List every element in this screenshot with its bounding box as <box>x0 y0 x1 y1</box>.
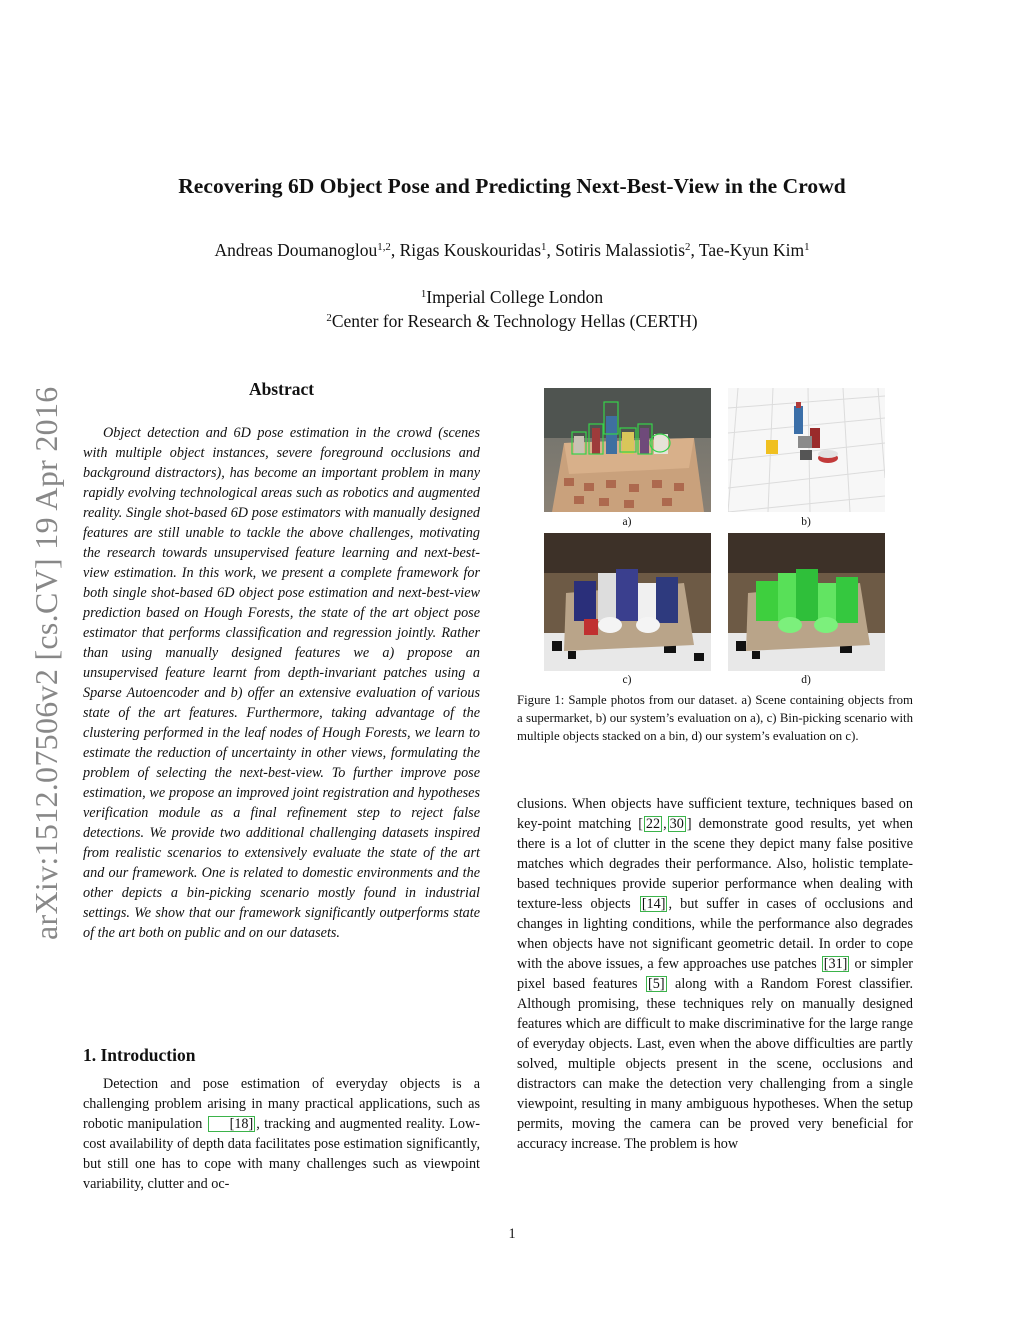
citation-link[interactable]: [31] <box>823 956 848 972</box>
section-heading-introduction: 1. Introduction <box>83 1045 196 1065</box>
introduction-paragraph: Detection and pose estimation of everyday objects is a challenging problem arising in many practical applications, such as robotic manipulation [18] , tracking and augmented reality. Low-cost availability of depth data facilitates pose estimation significantly, but still one has to cope with many challenges such as viewpoint variability, clutter and oc- <box>83 1076 480 1192</box>
figure-image-c <box>544 533 711 671</box>
page-number: 1 <box>508 1226 516 1242</box>
affiliation-2: $^2$Center for Research & Technology Hellas (CERTH) <box>326 311 698 331</box>
figure-label-a: a) <box>622 516 632 528</box>
author-name: Rigas Kouskouridas <box>399 240 542 260</box>
author-name: Sotiris Malassiotis <box>555 240 686 260</box>
citation-link[interactable]: [14] <box>641 896 666 912</box>
arxiv-stamp: arXiv:1512.07506v2 [cs.CV] 19 Apr 2016 <box>28 386 64 940</box>
figure-label-d: d) <box>801 674 811 686</box>
paper-title: Recovering 6D Object Pose and Predicting Next-Best-View in the Crowd <box>178 174 846 198</box>
figure-image-d <box>728 533 885 671</box>
figure-image-a <box>544 388 711 512</box>
figure-caption: Figure 1: Sample photos from our dataset. a) Scene containing objects from a supermarket, b) our system’s evaluation on a), c) Bin-picking scenario with multiple objects stacked on a bin, d) our system’s evaluation on c). <box>517 693 913 743</box>
abstract-heading: Abstract <box>248 379 315 399</box>
figure-label-c: c) <box>622 674 632 686</box>
author-affil-sup: 2 <box>685 241 691 254</box>
author-name: Andreas Doumanoglou <box>214 240 378 260</box>
figure-label-b: b) <box>801 516 811 528</box>
abstract-text: Object detection and 6D pose estimation in the crowd (scenes with multiple object instances, severe foreground occlusions and background distractors), has become an important problem in many rapidly evolving technological areas such as robotics and augmented reality. Single shot-based 6D pose estimators with manually designed features are still unable to tackle the above challenges, motivating the research towards unsupervised feature learning and next-best-view estimation. In this work, we present a complete framework for both single shot-based 6D object pose estimation and next-best-view prediction based on Hough Forests, the state of the art object pose estimator that performs classification and regression jointly. Rather than using manually designed features we a) propose an unsupervised feature learnt from depth-invariant patches using a Sparse Autoencoder and b) offer an extensive evaluation of various state of the art features. Furthermore, taking advantage of the clustering performed in the leaf nodes of Hough Forests, we learn to estimate the reduction of uncertainty in other views, formulating the problem of selecting the next-best-view. To further improve pose estimation, we propose an improved joint registration and hypotheses verification module as a final refinement step to reject false detections. We provide two additional challenging datasets inspired from realistic scenarios to extensively evaluate the state of the art and our framework. One is related to domestic environments and the other depicts a bin-picking scenario mostly found in industrial settings. We show that our framework significantly outperforms state of the art both on public and on our datasets. <box>83 425 480 941</box>
author-name: Tae-Kyun Kim <box>698 240 805 260</box>
affiliation-1: $^1$Imperial College London <box>420 287 604 307</box>
citation-link[interactable]: [18] <box>208 1116 256 1132</box>
figure-image-b <box>728 388 885 512</box>
author-affil-sup: 1,2 <box>377 241 391 254</box>
citation-link[interactable]: 30 <box>669 816 684 832</box>
right-column-paragraph: clusions. When objects have sufficient texture, techniques based on key-point matching [ 22 , 30 ] demonstrate good results, yet when there is a lot of clutter in the scene they depict many false positive matches which degrades their performance. Also, holistic template-based techniques provide superior performance when dealing with texture-less objects [14] , but suffer in cases of occlusions and changes in lighting conditions, while the performance also degrades when objects have not significant geometric detail. In order to cope with the above issues, a few approaches use patches [31] or simpler pixel based features [5] along with a Random Forest classifier. Although promising, these techniques rely on manually designed features which are difficult to make discriminative for the large range of everyday objects. Last, even when the above difficulties are partly solved, multiple objects present in the scene, occlusions and distractors can make the detection very challenging from a single viewpoint, resulting in many ambiguous hypotheses. When the setup permits, moving the camera can be proved very beneficial for accuracy increase. The problem is how <box>517 796 913 1152</box>
author-affil-sup: 1 <box>541 241 547 254</box>
author-affil-sup: 1 <box>804 241 810 254</box>
author-list: Andreas Doumanoglou$^{1,2}$, Rigas Kouskouridas$^1$, Sotiris Malassiotis$^2$, Tae-Kyun Kim$^1$ <box>214 240 810 260</box>
citation-link[interactable]: 22 <box>645 816 661 832</box>
citation-link[interactable]: [5] <box>648 976 665 992</box>
